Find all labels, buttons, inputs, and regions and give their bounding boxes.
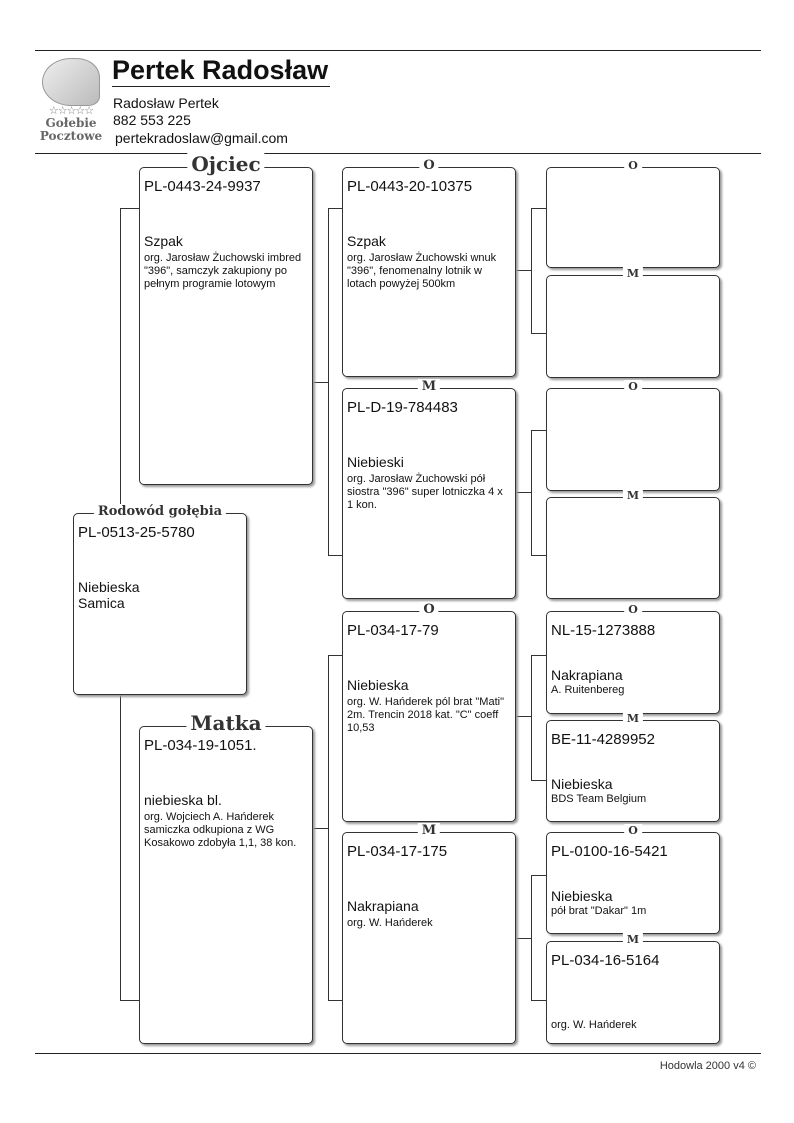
great-grandparent-card[interactable] — [546, 933, 720, 1044]
color: Nakrapiana — [347, 898, 419, 914]
card-label: O — [624, 603, 642, 616]
note: org. Jarosław Żuchowski imbred "396", samczyk zakupiony po pełnym programie lotowym — [144, 252, 302, 290]
card-label: O — [419, 158, 438, 173]
phone: 882 553 225 — [113, 112, 191, 128]
color: Niebieska — [551, 776, 613, 792]
color: Niebieska — [347, 677, 409, 693]
connector — [312, 828, 328, 829]
ring-number: PL-034-16-5164 — [551, 952, 660, 969]
connector — [515, 270, 531, 271]
card-label: Rodowód gołębia — [94, 504, 226, 519]
footer: Hodowla 2000 v4 © — [659, 1060, 756, 1072]
note: org. Wojciech A. Hańderek samiczka odkupiona z WG Kosakowo zdobyła 1,1, 38 kon. — [144, 811, 297, 849]
ring-number: BE-11-4289952 — [551, 731, 655, 748]
divider — [35, 1053, 761, 1054]
pigeon-head-icon — [42, 58, 100, 106]
divider — [35, 50, 761, 51]
connector — [120, 1000, 139, 1001]
subject-card[interactable] — [73, 504, 247, 695]
great-grandparent-card[interactable] — [546, 603, 720, 714]
stars-icon: ☆☆☆☆☆ — [48, 105, 94, 117]
ring-number: PL-034-17-79 — [347, 622, 439, 639]
note: org. Jarosław Żuchowski wnuk "396", fenomenalny lotnik w lotach powyżej 500km — [347, 252, 497, 290]
color: Niebieska — [551, 888, 613, 904]
card-label: M — [418, 379, 440, 394]
great-grandparent-card[interactable] — [546, 267, 720, 378]
connector — [328, 655, 329, 1001]
connector — [515, 716, 531, 717]
connector — [328, 655, 342, 656]
connector — [312, 382, 328, 383]
ring-number: PL-034-19-1051. — [144, 737, 257, 754]
color: niebieska bl. — [144, 792, 222, 808]
great-grandparent-card[interactable] — [546, 489, 720, 599]
connector — [531, 655, 532, 781]
logo-text: Gołebie — [45, 116, 97, 130]
ring-number: PL-0443-24-9937 — [144, 178, 261, 195]
note: BDS Team Belgium — [551, 793, 647, 805]
connector — [531, 208, 546, 209]
card-label: O — [624, 824, 642, 837]
note: pół brat "Dakar" 1m — [551, 905, 647, 917]
great-grandparent-card[interactable] — [546, 380, 720, 491]
connector — [328, 208, 329, 556]
ring-number: PL-0443-20-10375 — [347, 178, 473, 195]
card-label: M — [623, 933, 643, 946]
ring-number: PL-034-17-175 — [347, 843, 448, 860]
great-grandparent-card[interactable] — [546, 712, 720, 822]
connector — [531, 430, 532, 556]
connector — [531, 655, 546, 656]
great-grandparent-card[interactable] — [546, 824, 720, 934]
color: Nakrapiana — [551, 667, 623, 683]
card-label: M — [623, 712, 643, 725]
note: org. W. Hańderek pól brat "Mati" 2m. Trencin 2018 kat. "C" coeff 10,53 — [347, 696, 504, 734]
breeder-name: Pertek Radosław — [112, 55, 329, 85]
connector — [531, 430, 546, 431]
father-card[interactable] — [139, 152, 313, 485]
connector — [531, 1000, 546, 1001]
grandparent-card[interactable] — [342, 602, 516, 822]
ring-number: NL-15-1273888 — [551, 622, 656, 639]
note: org. W. Hańderek — [347, 917, 433, 929]
connector — [120, 208, 139, 209]
note: A. Ruitenbereg — [551, 684, 625, 696]
color: Niebieska — [78, 579, 140, 595]
logo — [36, 56, 106, 148]
note: org. W. Hańderek — [551, 1019, 637, 1031]
color: Niebieski — [347, 454, 404, 470]
email: pertekradoslaw@gmail.com — [115, 130, 288, 146]
connector — [328, 1000, 342, 1001]
connector — [531, 780, 546, 781]
grandparent-card[interactable] — [342, 158, 516, 377]
great-grandparent-card[interactable] — [546, 159, 720, 268]
card-label: Matka — [186, 711, 265, 735]
owner-name: Radosław Pertek — [113, 95, 219, 111]
connector — [328, 208, 342, 209]
mother-card[interactable] — [139, 711, 313, 1044]
connector — [515, 938, 531, 939]
color: Szpak — [347, 233, 386, 249]
card-label: M — [623, 267, 643, 280]
card-label: O — [624, 380, 642, 393]
card-label: M — [623, 489, 643, 502]
ring-number: PL-0100-16-5421 — [551, 843, 668, 860]
note: org. Jarosław Żuchowski pół siostra "396" super lotniczka 4 x 1 kon. — [347, 473, 503, 511]
card-label: Ojciec — [187, 152, 264, 176]
card-label: O — [624, 159, 642, 172]
grandparent-card[interactable] — [342, 823, 516, 1044]
connector — [515, 492, 531, 493]
sex: Samica — [78, 595, 125, 611]
ring-number: PL-0513-25-5780 — [78, 524, 195, 541]
connector — [328, 555, 342, 556]
connector — [531, 555, 546, 556]
ring-number: PL-D-19-784483 — [347, 399, 458, 416]
card-label: O — [419, 602, 438, 617]
connector — [531, 875, 532, 1001]
connector — [531, 208, 532, 334]
connector — [531, 333, 546, 334]
divider — [35, 153, 761, 154]
color: Szpak — [144, 233, 183, 249]
connector — [531, 875, 546, 876]
card-label: M — [418, 823, 440, 838]
grandparent-card[interactable] — [342, 379, 516, 599]
logo-text: Pocztowe — [39, 129, 103, 143]
